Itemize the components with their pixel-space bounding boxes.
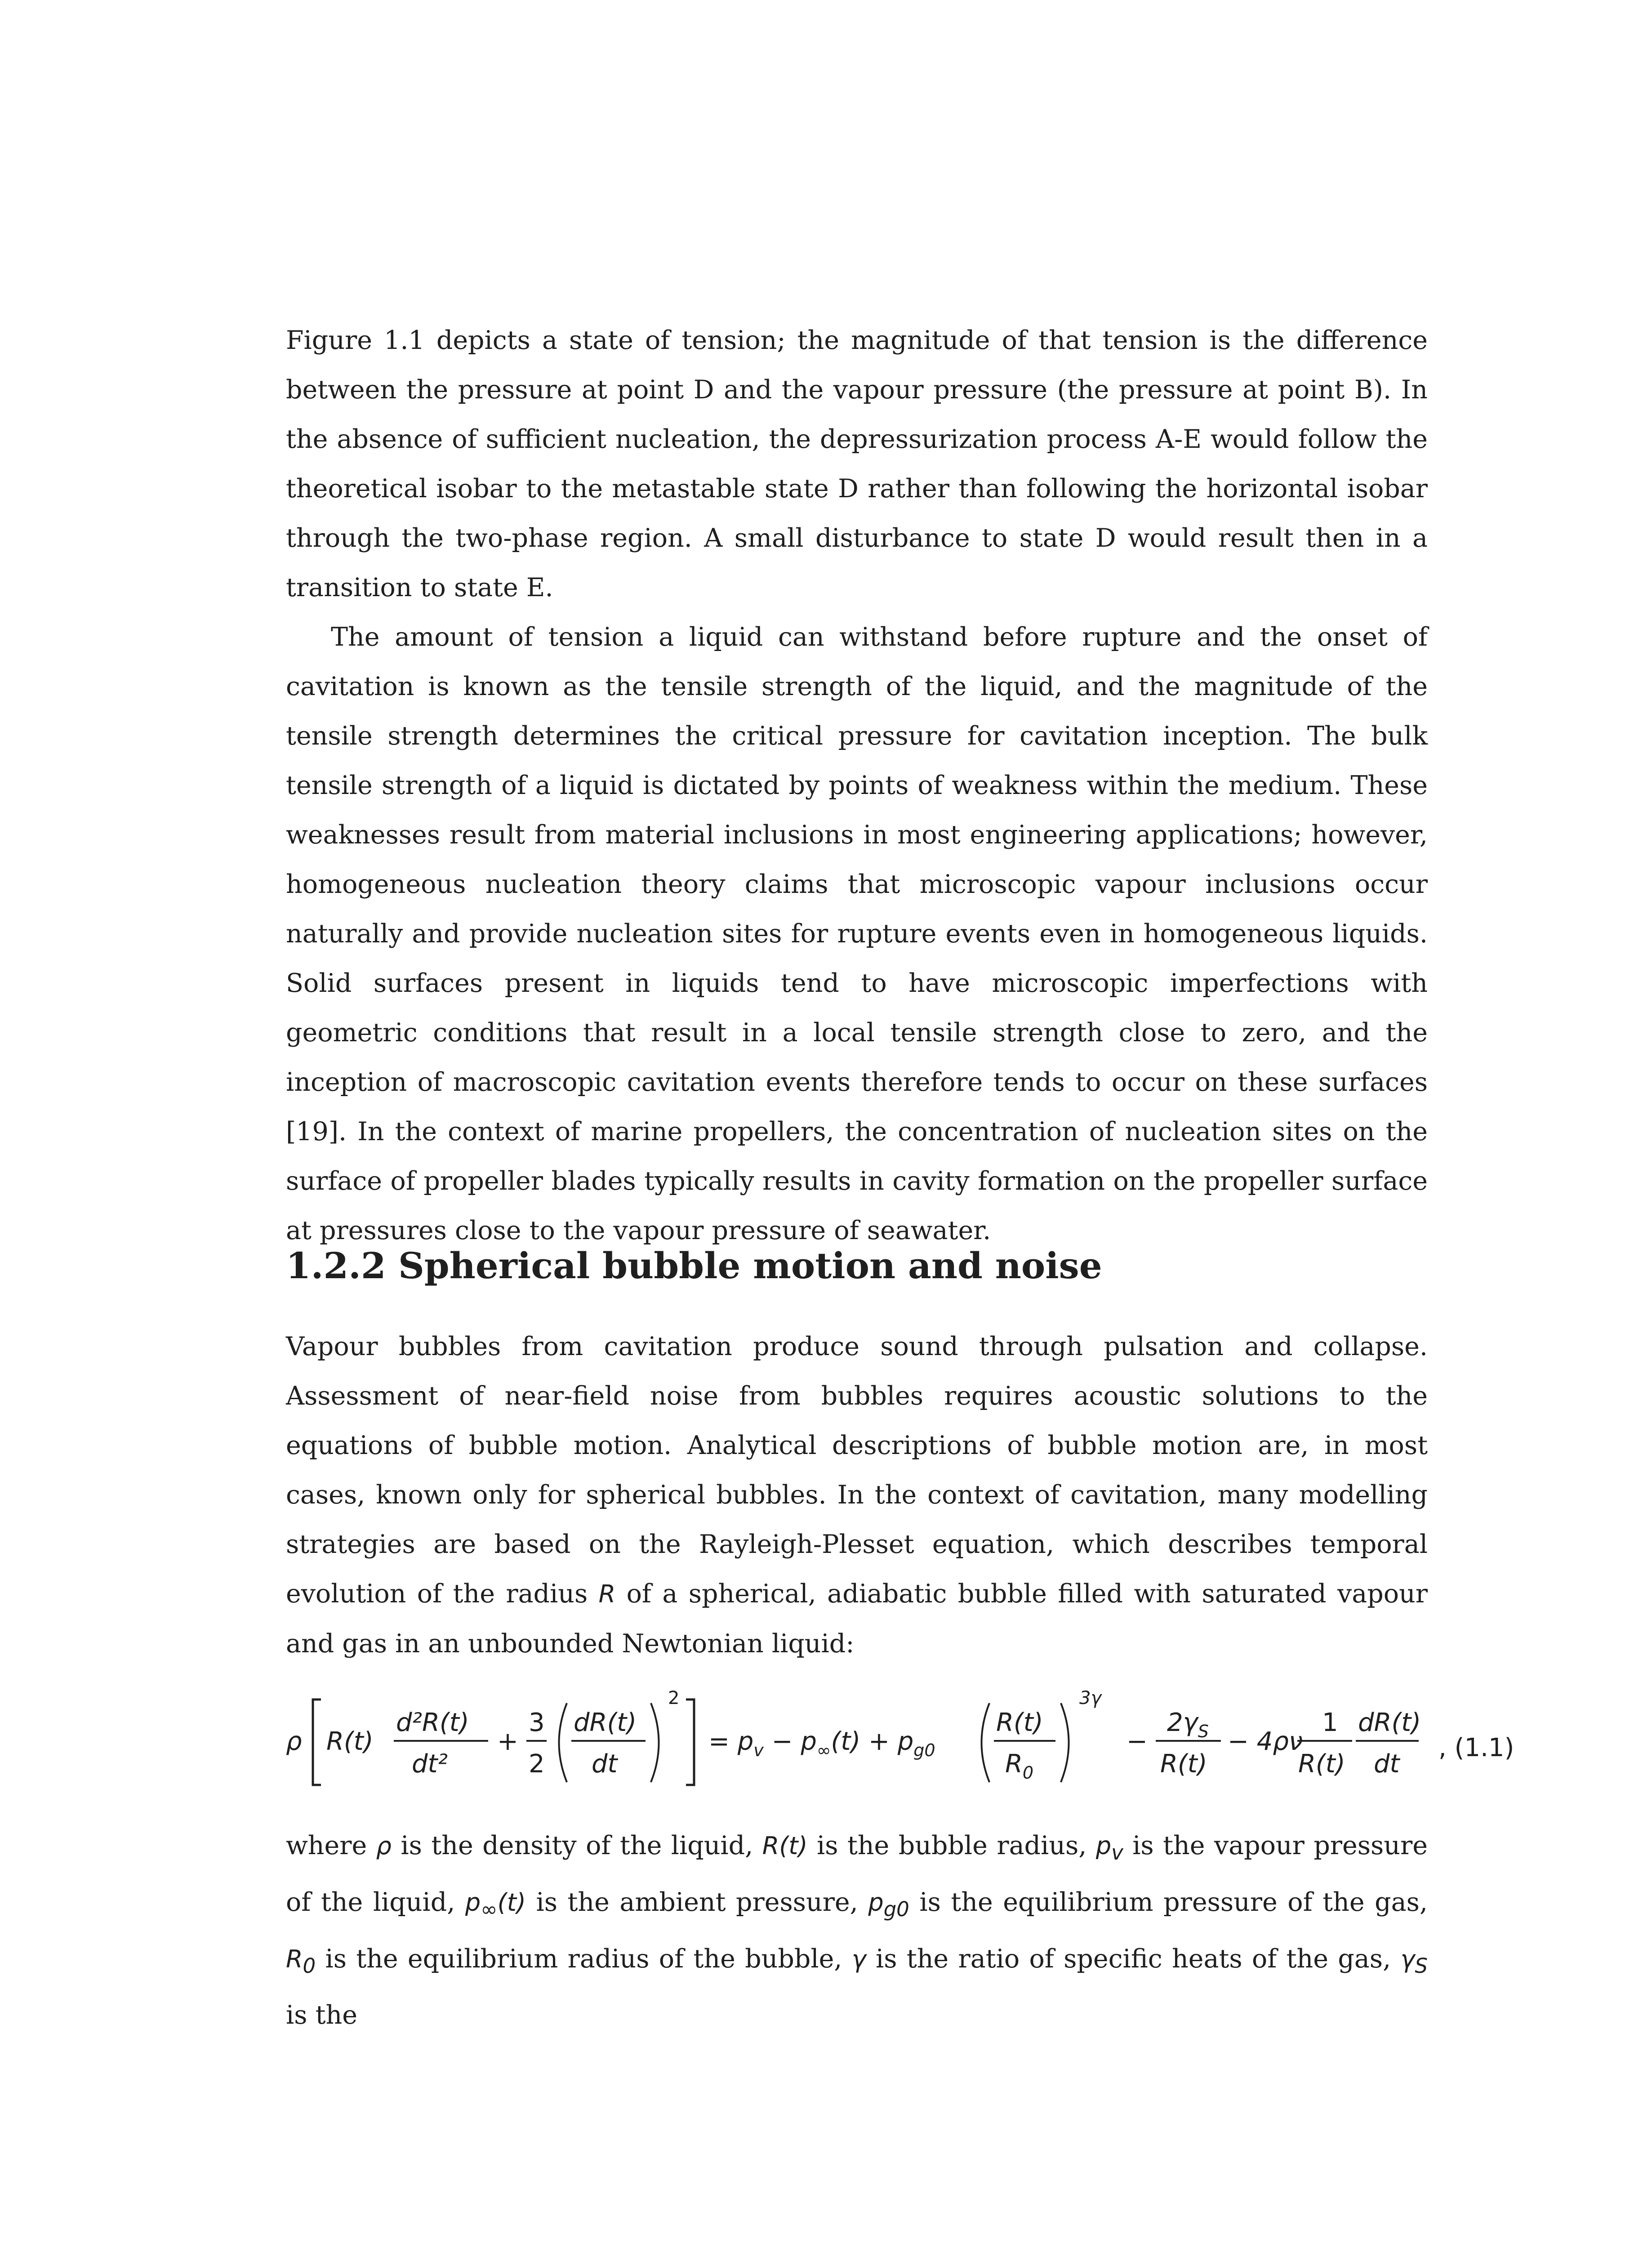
section-heading — [286, 1239, 1102, 1293]
eq-dR-denominator-2: dt — [1374, 1749, 1400, 1779]
eq-d2R-denominator: dt² — [412, 1749, 448, 1779]
eq-left-bracket — [313, 1699, 321, 1785]
section-number: 1.2.2 — [286, 1244, 386, 1287]
eq-left-paren-2 — [982, 1703, 990, 1782]
eq-right-paren-1 — [651, 1703, 659, 1782]
eq-viscous-denominator: R(t) — [1298, 1749, 1345, 1779]
eq-surface-tension: $2\gamma_S$ — [1167, 1708, 1209, 1741]
paragraph-symbol-definitions: where ρ is the density of the liquid, R(t) is the bubble radius, $p_v$ is the vapour pressure of the liquid, $p_\infty(t)$ is the ambient pressure, $p_{g0}$ is the equilibrium pressure of the gas, $R_0$ is the equilibrium radius of the bubble, γ is the ratio of specific heats of the gas, $\gamma_S$ is the — [286, 1831, 1428, 2030]
eq-one: 1 — [1322, 1708, 1338, 1737]
eq-d2R-numerator: d²R(t) — [396, 1708, 469, 1737]
eq-dR-denominator: dt — [592, 1749, 618, 1779]
eq-left-paren-1 — [559, 1703, 567, 1782]
eq-plus: + — [497, 1727, 518, 1756]
radius-symbol: R — [598, 1580, 616, 1608]
eq-rho: ρ — [286, 1727, 302, 1756]
eq-two: 2 — [529, 1749, 545, 1779]
eq-ratio-denominator: $R_0$ — [1005, 1749, 1034, 1783]
eq-right-paren-2 — [1061, 1703, 1069, 1782]
paragraph-rayleigh-plesset — [286, 1322, 1428, 1668]
eq-right-bracket — [686, 1699, 694, 1785]
rayleigh-plesset-equation — [286, 1677, 1437, 1798]
eq-ratio-numerator: R(t) — [996, 1708, 1043, 1737]
p3-text-a: Vapour bubbles from cavitation produce sound through pulsation and collapse. Assessment of near-field noise from bubbles requires acoustic solutions to the equations of bubble motion. Analytical descriptions of bubble motion are, in most cases, known only for spherical bubbles. In the context of cavitation, many modelling strategies are based on the Rayleigh-Plesset equation, which describes temporal evolution of the radius — [286, 1332, 1428, 1609]
eq-R: R(t) — [326, 1727, 374, 1756]
eq-dR-numerator-2: dR(t) — [1358, 1708, 1421, 1737]
paragraph-tension: Figure 1.1 depicts a state of tension; the magnitude of that tension is the difference between the pressure at point D and the vapour pressure (the pressure at point B). In the absence of sufficient nucleation, the depressurization process A-E would follow the theoretical isobar to the metastable state D rather than following the horizontal isobar through the two-phase region. A small disturbance to state D would result then in a transition to state E. — [286, 326, 1428, 602]
eq-viscous-term: − 4ρν — [1228, 1727, 1303, 1756]
p3-text-b: of a spherical, adiabatic bubble filled with saturated vapour and gas in an unbounded Newtonian liquid: — [286, 1579, 1428, 1659]
eq-surface-denominator: R(t) — [1160, 1749, 1207, 1779]
eq-three: 3 — [529, 1708, 545, 1737]
section-title: Spherical bubble motion and noise — [398, 1244, 1102, 1287]
paragraph-tensile-strength: The amount of tension a liquid can withstand before rupture and the onset of cavitation is known as the tensile strength of the liquid, and the magnitude of the tensile strength determines the critical pressure for cavitation inception. The bulk tensile strength of a liquid is dictated by points of weakness within the medium. These weaknesses result from material inclusions in most engineering applications; however, homogeneous nucleation theory claims that microscopic vapour inclusions occur naturally and provide nucleation sites for rupture events even in homogeneous liquids. Solid surfaces present in liquids tend to have microscopic imperfections with geometric conditions that result in a local tensile strength close to zero, and the inception of macroscopic cavitation events therefore tends to occur on these surfaces [19]. In the context of marine propellers, the concentration of nucleation sites on the surface of propeller blades typically results in cavity formation on the propeller surface at pressures close to the vapour pressure of seawater. — [286, 622, 1428, 1245]
eq-exponent: 3γ — [1079, 1688, 1102, 1708]
eq-square: 2 — [668, 1688, 680, 1708]
equation-label: , (1.1) — [1438, 1733, 1514, 1762]
eq-minus: − — [1127, 1727, 1148, 1756]
eq-rhs-1: = $p_v - p_\infty(t) + p_{g0}$ — [708, 1727, 935, 1760]
eq-dR-numerator: dR(t) — [574, 1708, 637, 1737]
